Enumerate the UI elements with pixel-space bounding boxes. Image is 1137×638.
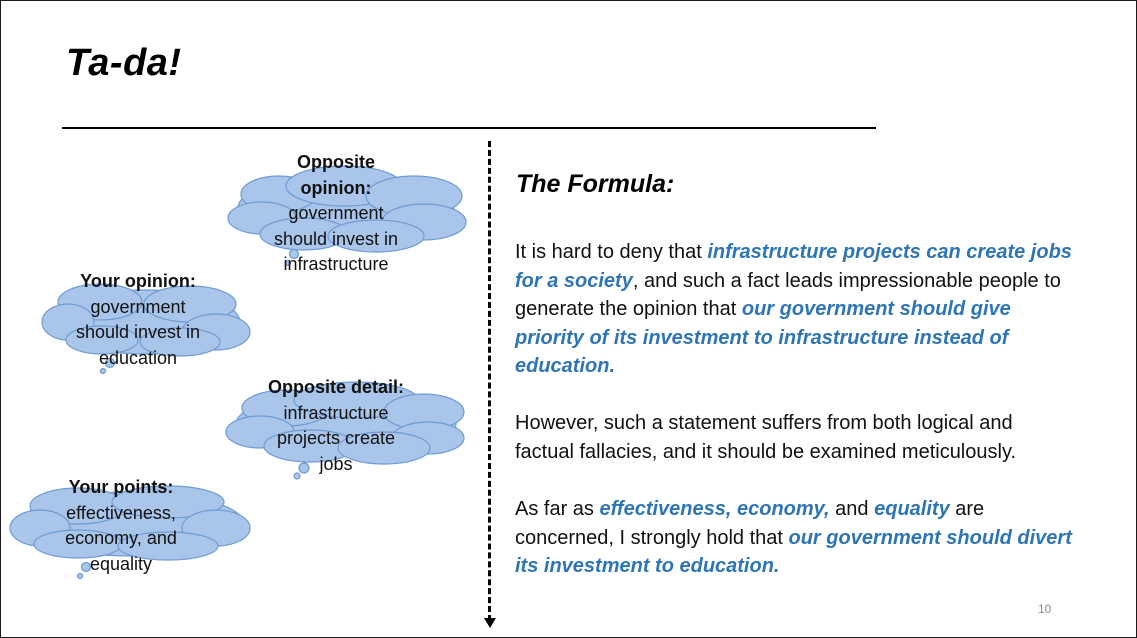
highlight-run: equality [874, 498, 950, 520]
slide-title: Ta-da! [66, 42, 182, 84]
page-number: 10 [1038, 602, 1052, 616]
cloud-label: Opposite detail: [267, 377, 404, 397]
text-run: It is hard to deny that [515, 241, 708, 263]
text-run: As far as [515, 498, 600, 520]
highlight-run: economy, [737, 498, 830, 520]
cloud-your-opinion [40, 271, 252, 378]
text-run: and [829, 498, 875, 520]
highlight-run: infrastructure projects can create jobs for a society [515, 241, 1072, 292]
text-run: However, such a statement suffers from both logical and factual fallacies, and it should be examined meticulously. [515, 412, 1017, 463]
cloud-body: effectiveness, economy, and equality [65, 502, 177, 574]
highlight-run: our government should divert its investment to education. [515, 526, 1072, 577]
formula-paragraph-3 [515, 495, 1075, 581]
cloud-label: Your points: [68, 477, 174, 497]
cloud-opposite-detail [224, 378, 468, 488]
cloud-opposite-opinion [224, 150, 468, 274]
arrow-down-icon [484, 618, 496, 628]
cloud-label: Opposite opinion: [296, 152, 375, 198]
formula-paragraph-2 [515, 409, 1075, 466]
cloud-label: Your opinion: [80, 271, 196, 291]
text-run: , [725, 498, 737, 520]
cloud-your-points [8, 477, 254, 584]
dashed-divider [488, 141, 491, 621]
cloud-body: government should invest in education [75, 296, 201, 368]
cloud-body: infrastructure projects create jobs [276, 402, 396, 474]
formula-paragraph-1 [515, 238, 1075, 381]
highlight-run: our government should give priority of its investment to infrastructure instead of education. [515, 298, 1011, 377]
formula-heading: The Formula: [516, 170, 675, 198]
highlight-run: effectiveness [599, 498, 726, 520]
title-underline [62, 127, 876, 129]
text-run: are concerned, I strongly hold that [515, 498, 985, 549]
text-run: , and such a fact leads impressionable people to generate the opinion that [515, 269, 1061, 320]
cloud-body: government should invest in infrastructure [273, 203, 399, 274]
